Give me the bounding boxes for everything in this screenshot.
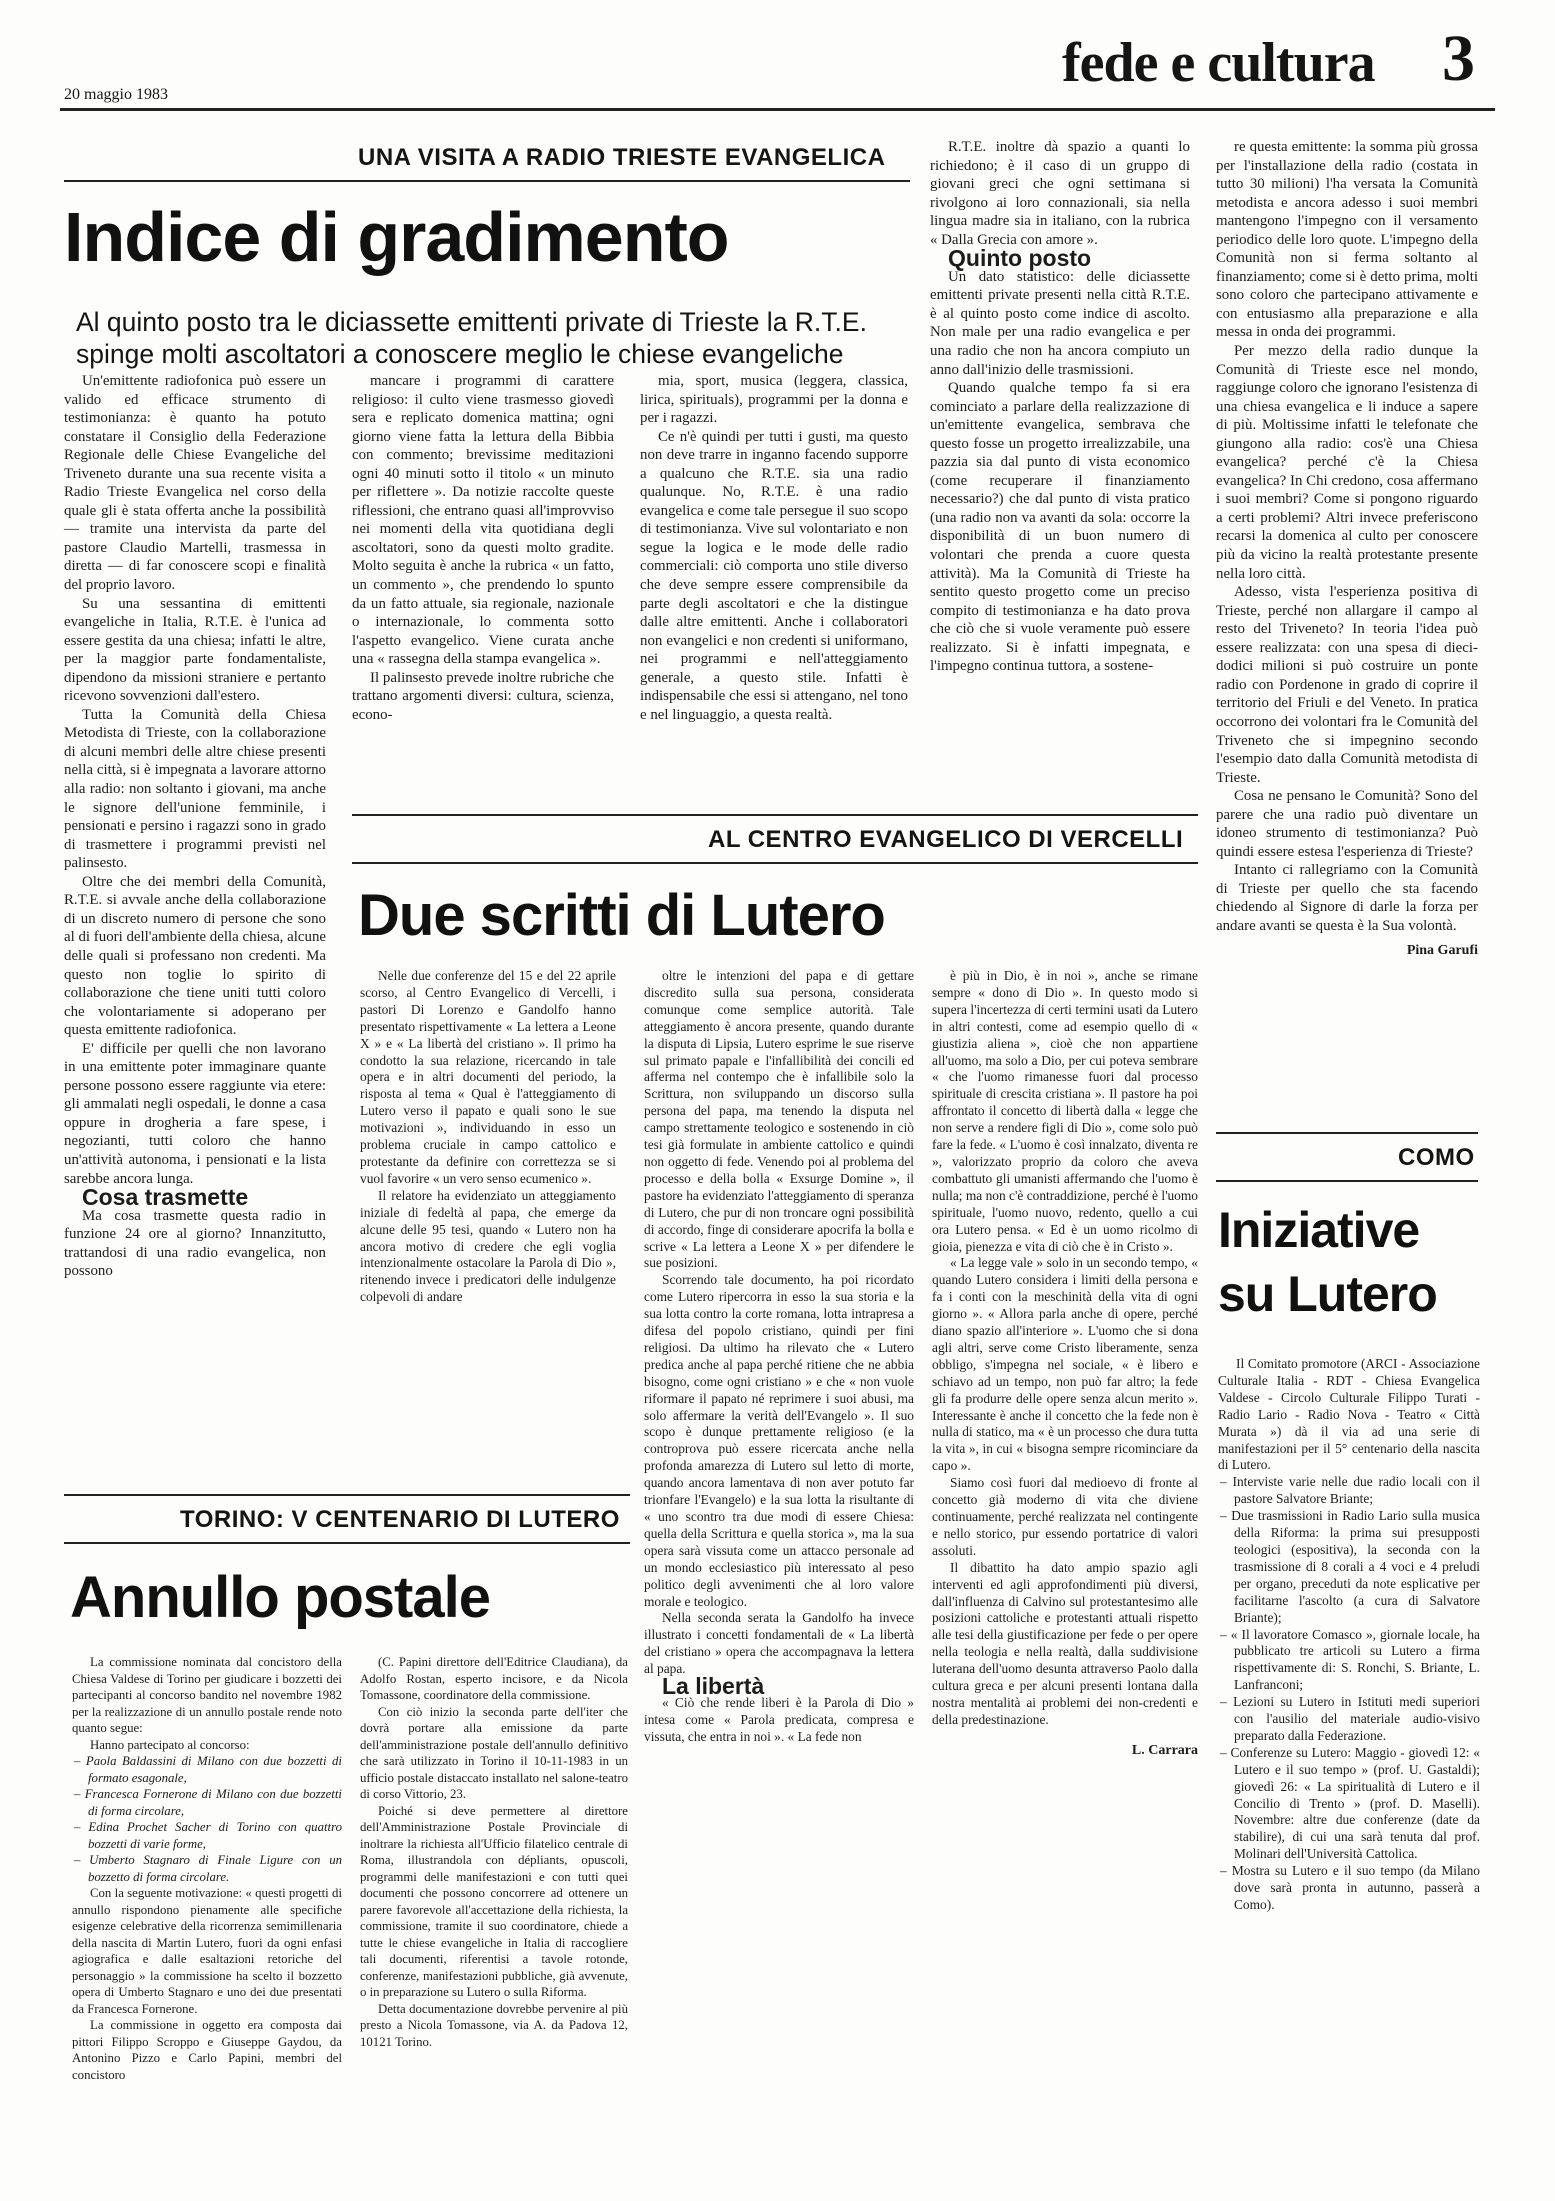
a3-paragraph: (C. Papini direttore dell'Editrice Claudiana), da Adolfo Rostan, esperto incisore, e da Nicola Tomassone, coordinatore della commissione. [360,1655,628,1702]
a3-kicker-rule [64,1542,630,1544]
a1-paragraph: Quando qualche tempo fa si era cominciato a parlare della realizzazione di un'emittente evangelica, sembrava che questo fosse un progetto irrealizzabile, una pazzia sia dal punto di vista economico (come recuperare il finanziamento necessario?) che dal punto di vista pratico (una radio non va avanti da sola: occorre la disponibilità di un buon numero di volontari che prenda a cuore questa attività). Ma la Comunità di Trieste ha sentito questo progetto come un preciso compito di testimonianza e ha dato prova che ciò che si vuole veramente può essere realizzato. Si è infatti impegnata, e l'impegno continua tuttora, a sostene- [930,380,1190,675]
a4-headline-line-2: su Lutero [1218,1266,1437,1322]
a1-paragraph: Oltre che dei membri della Comunità, R.T.E. si avvale anche della collaborazione di un discreto numero di persone che sono al di fuori dell'ambiente della chiesa, alcune delle quali si professano non credenti. Ma questo non toglie lo spirito di collaborazione che tiene uniti tutti coloro che volontariamente si adoperano per questa emittente radiofonica. [64,873,326,1039]
a1-column-3 [640,372,908,724]
a2-column-2 [644,968,914,1746]
a2-column-1 [360,968,616,1306]
a3-participant-item: – Francesca Fornerone di Milano con due bozzetti di forma circolare, [88,1786,342,1819]
a2-column-3 [932,968,1198,1760]
a2-paragraph: Nelle due conferenze del 15 e del 22 aprile scorso, al Centro Evangelico di Vercelli, i pastori Di Lorenzo e Gandolfo hanno presentato rispettivamente « La lettera a Leone X » e « La libertà del cristiano ». Il primo ha condotto la sua relazione, ricercando in tale opera e in altri documenti del periodo, la risposta al tema « Qual è l'atteggiamento di Lutero verso il papato e quali sono le sue motivazioni », individuando in esso un problema cruciale in campo cattolico e protestante da definire con correttezza se si vuol favorire « un vero senso ecumenico ». [360,968,616,1186]
a4-kicker-rule [1216,1180,1478,1182]
section-title: fede e cultura [1062,32,1375,94]
a3-paragraph: La commissione nominata dal concistoro della Chiesa Valdese di Torino per giudicare i bozzetti dei partecipanti al concorso bandito nel novembre 1982 per la realizzazione di un annullo postale rende noto quanto segue: [72,1655,342,1735]
a4-initiatives-list [1218,1474,1480,1914]
a4-column [1218,1356,1480,1914]
a1-column-1 [64,372,326,1281]
a3-top-rule [64,1494,630,1496]
a1-paragraph: R.T.E. inoltre dà spazio a quanti lo richiedono; è il caso di un gruppo di giovani greci che ogni settimana si rivolgono ai loro connazionali, sia nella lingua madre sia in italiano, con la rubrica « Dalla Grecia con amore ». [930,139,1190,248]
a3-paragraph: Poiché si deve permettere al direttore dell'Amministrazione Postale Provinciale di inoltrare la richiesta all'Ufficio filatelico centrale di Roma, illustrandola con dépliants, opuscoli, programmi delle manifestazioni e con tutti quei documenti che possono concorrere ad ottenere un parere favorevole all'accettazione della richiesta, la commissione, tramite il suo coordinatore, chiede a tutte le chiese evangeliche in Italia di raccogliere tali documenti, riferentisi a tavole rotonde, conferenze, manifestazioni pubbliche, già avvenute, o in preparazione su Lutero o sulla Riforma. [360,1803,628,1999]
a1-deck: Al quinto posto tra le diciassette emittenti private di Trieste la R.T.E. spinge molti ascoltatori a conoscere meglio le chiese evangeliche [76,307,867,369]
a1-paragraph: Intanto ci rallegriamo con la Comunità di Trieste per quello che sta facendo chiedendo al Signore di darle la forza per andare avanti se questa è la Sua volontà. [1216,862,1478,934]
a3-paragraph: Detta documentazione dovrebbe pervenire al più presto a Nicola Tomassone, via A. da Padova 12, 10121 Torino. [360,2001,628,2049]
a1-paragraph: Ce n'è quindi per tutti i gusti, ma questo non deve trarre in inganno facendo supporre a qualcuno che R.T.E. sia una radio qualunque. No, R.T.E. è una radio evangelica e come tale persegue il suo scopo di testimonianza. Vive sul volontariato e non segue la logica e le mode delle radio commerciali: ciò comporta uno stile diverso che deve sempre essere comprensibile da parte degli ascoltatori e che la distingue dalle altre emittenti. Anche i collaboratori non evangelici e non credenti si uniformano, nei programmi e nell'atteggiamento generale, a questo stile. Infatti è indispensabile che essi si attengano, nel tono e nel linguaggio, a questa realtà. [640,428,908,723]
a1-paragraph: Il palinsesto prevede inoltre rubriche che trattano argomenti diversi: cultura, scienza, econo- [352,669,614,723]
a1-paragraph: mancare i programmi di carattere religioso: il culto viene trasmesso giovedì sera e replicato domenica mattina; ogni giorno viene fatta la lettura della Bibbia con commento; brevissime meditazioni ogni 40 minuti sotto il titolo « un minuto per riflettere ». Da notizie raccolte queste riflessioni, che entrano quasi all'improvviso nei momenti della vita quotidiana degli ascoltatori, sono da questi molto gradite. Molto seguita è anche la rubrica « un fatto, un commento », che prendendo lo spunto da un fatto attuale, sia regionale, nazionale o internazionale, lo commenta sotto l'aspetto evangelico. Viene curata anche una « rassegna della stampa evangelica ». [352,373,614,668]
page-date: 20 maggio 1983 [64,86,168,103]
a4-initiative-item: – Mostra su Lutero e il suo tempo (da Milano dove sarà pronta in autunno, passerà a Como). [1234,1863,1480,1914]
a1-column-4 [930,138,1190,676]
a1-paragraph: mia, sport, musica (leggera, classica, lirica, spirituals), programmi per la donna e per i ragazzi. [640,373,908,427]
a2-paragraph: Siamo così fuori dal medioevo di fronte al concetto già moderno di vita che diviene continuamente, perché realizzata nel contingente e nello storico, pur essendo portatrice di valori assoluti. [932,1475,1198,1558]
a1-paragraph: Ma cosa trasmette questa radio in funzione 24 ore al giorno? Innanzitutto, trattandosi di una radio evangelica, non possono [64,1207,326,1280]
a2-subhead-la-liberta: La libertà [662,1673,765,1700]
a1-paragraph: Per mezzo della radio dunque la Comunità di Trieste esce nel mondo, raggiunge coloro che ignorano l'esistenza di una chiesa evangelica e li induce a sapere di più. Moltissime infatti le telefonate che giungono alla radio: cos'è una Chiesa evangelica? perché c'è la Chiesa evangelica? In Chi credono, cosa affermano i suoi membri? Come si pongono riguardo a certi problemi? Altri invece preferiscono recarsi la domenica al culto per conoscere più da vicino la realtà protestante presente nella loro città. [1216,343,1478,582]
a2-top-rule [352,814,1198,816]
a3-column-1 [72,1654,342,2083]
a2-paragraph: Il dibattito ha dato ampio spazio agli interventi ed agli approfondimenti più diversi, dall'influenza di Calvino sul protestantesimo alle posizioni cattoliche e protestanti attuali rispetto alle tesi della giustificazione per fede o per opere nella teologia e nella realtà, dalla suddivisione luterana dell'uomo desunta attraverso Paolo dalla cultura greca e per alcuni presenti lontana dalla nostra mentalità ai problemi dei non-credenti e della predestinazione. [932,1559,1198,1727]
a1-paragraph: re questa emittente: la somma più grossa per l'installazione della radio (costata in tutto 30 milioni) l'ha versata la Comunità metodista e ancora adesso i suoi membri mantengono l'impegno con il versamento periodico delle loro quote. L'impegno della Comunità non si ferma soltanto al finanziamento; come si è detto prima, molti sono coloro che partecipano attivamente e con entusiasmo alla preparazione e alla messa in onda dei programmi. [1216,139,1478,341]
a1-paragraph: Su una sessantina di emittenti evangeliche in Italia, R.T.E. è l'unica ad essere gestita da una chiesa; infatti le altre, per la maggior parte fondamentaliste, dipendono da missioni straniere e pertanto ricevono sovvenzioni dall'estero. [64,595,326,705]
a2-paragraph: Scorrendo tale documento, ha poi ricordato come Lutero ripercorra in esso la sua storia e la sua lotta contro la corte romana, lotta intrapresa a difesa del popolo cristiano, quindi per fini religiosi. Da ultimo ha rilevato che « Lutero predica anche al papa perché ritiene che ne abbia bisogno, come ogni cristiano » e che « non vuole riformare il papato né reprimere i suoi abusi, ma solo affermare la verità dell'Evangelo ». Il suo scopo è dunque prettamente religioso (e la controprova può essere ricercata anche nella profonda amarezza di Lutero sul letto di morte, quando ancora lamentava di non aver potuto far trionfare l'Evangelo) e la sua lotta la risultante di « uno scontro tra due modi di essere Chiesa: quella della Scrittura e quella storica », ma la sua opera sarà vissuta come un attacco personale ad un mondo ecclesiastico più interessato al peso politico degli avvenimenti che al loro valore morale e teologico. [644,1272,914,1609]
a1-paragraph: Tutta la Comunità della Chiesa Metodista di Trieste, con la collaborazione di alcuni membri delle altre chiese presenti nella città, si è impegnata a lavorare attorno alla radio: non soltanto i giovani, ma anche le signore dell'unione femminile, i pensionati e persino i ragazzi sono in grado di trasmettere i programmi previsti nel palinsesto. [64,706,326,872]
a3-paragraph: Hanno partecipato al concorso: [90,1737,250,1752]
a3-paragraph: Con ciò inizio la seconda parte dell'iter che dovrà portare alla emissione da parte dell'amministrazione postale dell'annullo definitivo che sarà utilizzato in Torino il 10-11-1983 in un ufficio postale distaccato installato nel salone-teatro di corso Vittorio, 23. [360,1704,628,1801]
a1-signature: Pina Garufi [1406,942,1478,958]
a2-paragraph: Nella seconda serata la Gandolfo ha invece illustrato i concetti fondamentali de « La libertà del cristiano » opera che accompagnava la lettera al papa. [644,1610,914,1677]
a1-paragraph: Un'emittente radiofonica può essere un valido ed efficace strumento di testimonianza: è quanto ha potuto constatare il Consiglio della Federazione Regionale delle Chiese Evangeliche del Triveneto durante una sua recente visita a Radio Trieste Evangelica nel corso della quale gli è stata offerta anche la possibilità — tramite una intervista da parte del pastore Claudio Martelli, trasmessa in diretta — di far conoscere scopi e finalità del proprio lavoro. [64,373,326,594]
a4-top-rule [1216,1132,1478,1134]
a3-paragraph: La commissione in oggetto era composta dai pittori Filippo Scroppo e Giuseppe Gaydou, da Antonino Pizzo e Carlo Papini, membri del concistoro [72,2018,342,2082]
a4-kicker: COMO [1398,1144,1475,1171]
a4-headline-line-1: Iniziative [1218,1202,1420,1258]
a3-paragraph: Con la seguente motivazione: « questi progetti di annullo rispondono pienamente alle specifiche esigenze celebrative della ricorrenza semimillenaria della nascita di Martin Lutero, fuori da ogni enfasi agiografica e dalle esaltazioni retoriche del personaggio » la commissione ha scelto il bozzetto opera di Umberto Stagnaro e uno dei due presentati da Francesca Fornerone. [72,1886,342,2016]
a4-initiative-item: – Conferenze su Lutero: Maggio - giovedì 12: « Lutero e il suo tempo » (prof. U. Gastaldi); giovedì 26: « La spiritualità di Lutero e il Concilio di Trento » (prof. D. Maselli). Novembre: altre due conferenze (date da stabilire), di cui una sarà tenuta dal prof. Molinari dell'Università Cattolica. [1234,1745,1480,1863]
a2-paragraph: Il relatore ha evidenziato un atteggiamento iniziale di fedeltà al papa, che emerge da alcune delle 95 tesi, quando « Lutero non ha ancora motivo di credere che egli voglia intenzionalmente ostacolare la Parola di Dio », ritenendo invece i predicatori delle indulgenze colpevoli di andare [360,1187,616,1305]
a1-subhead-cosa-trasmette: Cosa trasmette [82,1184,249,1211]
a1-headline: Indice di gradimento [64,198,729,276]
a2-paragraph: « La legge vale » solo in un secondo tempo, « quando Lutero considera i limiti della persona e fa i conti con la meschinità della vita di ogni giorno ». « Allora parla anche di opere, perché diano spazio all'interiore ». L'uomo che si dona agli altri, serve come Cristo liberamente, senza obbligo, s'impegna nel sociale, « è libero e schiavo ad un tempo, non può far altro; la fede gli fa produrre delle opere senza alcun merito ». Interessante è anche il concetto che la fede non è nulla di statico, ma « è un processo che dura tutta la vita », in cui « bisogna sempre ricominciare da capo ». [932,1255,1198,1474]
a1-paragraph: Un dato statistico: delle diciassette emittenti private presenti nella città R.T.E. è al quinto posto come indice di ascolto. Non male per una radio evangelica e per una radio che non ha ancora compiuto un anno dall'inizio delle trasmissioni. [930,268,1190,378]
page-number: 3 [1442,22,1475,95]
a4-initiative-item: – Lezioni su Lutero in Istituti medi superiori con l'ausilio del materiale audio-visivo preparato dalla Federazione. [1234,1694,1480,1745]
a2-kicker-rule [352,862,1198,864]
a2-paragraph: oltre le intenzioni del papa e di gettare discredito sulla sua persona, considerata comunque come semplice autorità. Tale atteggiamento è ancora presente, quando durante la disputa di Lipsia, Lutero esprime le sue riserve sul primato papale e l'infallibilità dei concili ed afferma nel contempo che è infallibile solo la Scrittura, non sviluppando un discorso sulla persona del papa, ma tenendo la disputa nel campo strettamente teologico e sostenendo in ciò tesi già formulate in ambiente cattolico e quindi non oggetto di fede. Venendo poi al problema del processo e della bolla « Exsurge Domine », il pastore ha evidenziato l'atteggiamento di speranza di Lutero, che pur di non troncare ogni possibilità di accordo, finge di considerare apocrifa la bolla e scrive « La lettera a Leone X » per difendere le sue posizioni. [644,968,914,1271]
a1-column-5 [1216,138,1478,960]
a1-column-2 [352,372,614,724]
a1-subhead-quinto-posto: Quinto posto [948,245,1092,272]
a4-intro: Il Comitato promotore (ARCI - Associazione Culturale Italia - RDT - Chiesa Evangelica Valdese - Circolo Culturale Filippo Turati - Radio Lario - Radio Nova - Teatro « Città Murata ») dà il via ad una serie di manifestazioni per il 5° centenario della nascita di Lutero. [1218,1356,1480,1473]
a1-kicker: UNA VISITA A RADIO TRIESTE EVANGELICA [358,144,886,171]
a3-participant-item: – Edina Prochet Sacher di Torino con quattro bozzetti di varie forme, [88,1819,342,1852]
a2-kicker: AL CENTRO EVANGELICO DI VERCELLI [708,826,1184,853]
a1-paragraph: Cosa ne pensano le Comunità? Sono del parere che una radio può diventare un idoneo strumento di testimonianza? Può quindi essere estesa l'esperienza di Trieste? [1216,788,1478,860]
a3-participant-item: – Paola Baldassini di Milano con due bozzetti di formato esagonale, [88,1753,342,1786]
a1-paragraph: Adesso, vista l'esperienza positiva di Trieste, perché non allargare il campo al resto del Triveneto? In teoria l'idea può essere realizzata: con una spesa di dieci-dodici milioni si può costruire un ponte radio con Pordenone in grado di coprire il territorio del Friuli e del Veneto. In pratica occorrono dei volontari fra le Comunità del Triveneto che si impegnino secondo l'esempio dato dalla Comunità metodista di Trieste. [1216,584,1478,786]
a3-headline: Annullo postale [70,1565,490,1630]
a2-paragraph: « Ciò che rende liberi è la Parola di Dio » intesa come « Parola predicata, compresa e vissuta, che entra in noi ». « La fede non [644,1694,914,1744]
masthead-rule [60,108,1495,111]
a3-participant-item: – Umberto Stagnaro di Finale Ligure con un bozzetto di forma circolare. [88,1852,342,1885]
a4-initiative-item: – Due trasmissioni in Radio Lario sulla musica della Riforma: la prima sui presupposti teologici (espositiva), la seconda con la trasmissione di 8 corali a 4 voci e 4 preludi per organo, preceduti da note esplicative per facilitarne l'ascolto (a cura di Salvatore Briante); [1234,1508,1480,1626]
a1-paragraph: E' difficile per quelli che non lavorano in una emittente poter immaginare quante persone possono essere raggiunte via etere: gli ammalati negli ospedali, le donne a casa oppure in drogheria a fare spese, i negozianti, tutti coloro che hanno un'attività autonoma, i pensionati e la lista sarebbe ancora lunga. [64,1040,326,1187]
a3-kicker: TORINO: V CENTENARIO DI LUTERO [180,1506,620,1533]
a2-headline: Due scritti di Lutero [358,883,885,948]
a4-initiative-item: – « Il lavoratore Comasco », giornale locale, ha pubblicato tre articoli su Lutero a firma rispettivamente di: S. Ronchi, S. Briante, L. Lanfranconi; [1234,1627,1480,1695]
a3-participants-list [72,1753,342,1885]
a1-kicker-rule [64,180,910,182]
a3-column-2 [360,1654,628,2050]
a2-paragraph: è più in Dio, è in noi », anche se rimane sempre « dono di Dio ». In questo modo si supera l'incertezza di certi termini usati da Lutero in altri contesti, come ad esempio quello di « giustizia aliena », cioè che non appartiene all'uomo, ma solo a Dio, per cui poteva sembrare « che l'uomo rimanesse fuori dal processo spirituale di crescita cristiana ». Il pastore ha poi affrontato il concetto di libertà dalla « legge che non serve a rendere figli di Dio », come solo può fare la fede. « L'uomo è così innalzato, diventa re », valorizzato proprio da coloro che aveva combattuto gli umanisti affermando che l'uomo è nulla; ma non c'è contraddizione, perché è l'uomo spirituale, l'uomo nuovo, redento, quello a cui ora Lutero pensa. « Ed è un uomo ricolmo di gioia, pienezza e vita di ciò che è in Cristo ». [932,968,1198,1254]
a4-initiative-item: – Interviste varie nelle due radio locali con il pastore Salvatore Briante; [1234,1474,1480,1508]
a2-signature: L. Carrara [1131,1742,1198,1758]
